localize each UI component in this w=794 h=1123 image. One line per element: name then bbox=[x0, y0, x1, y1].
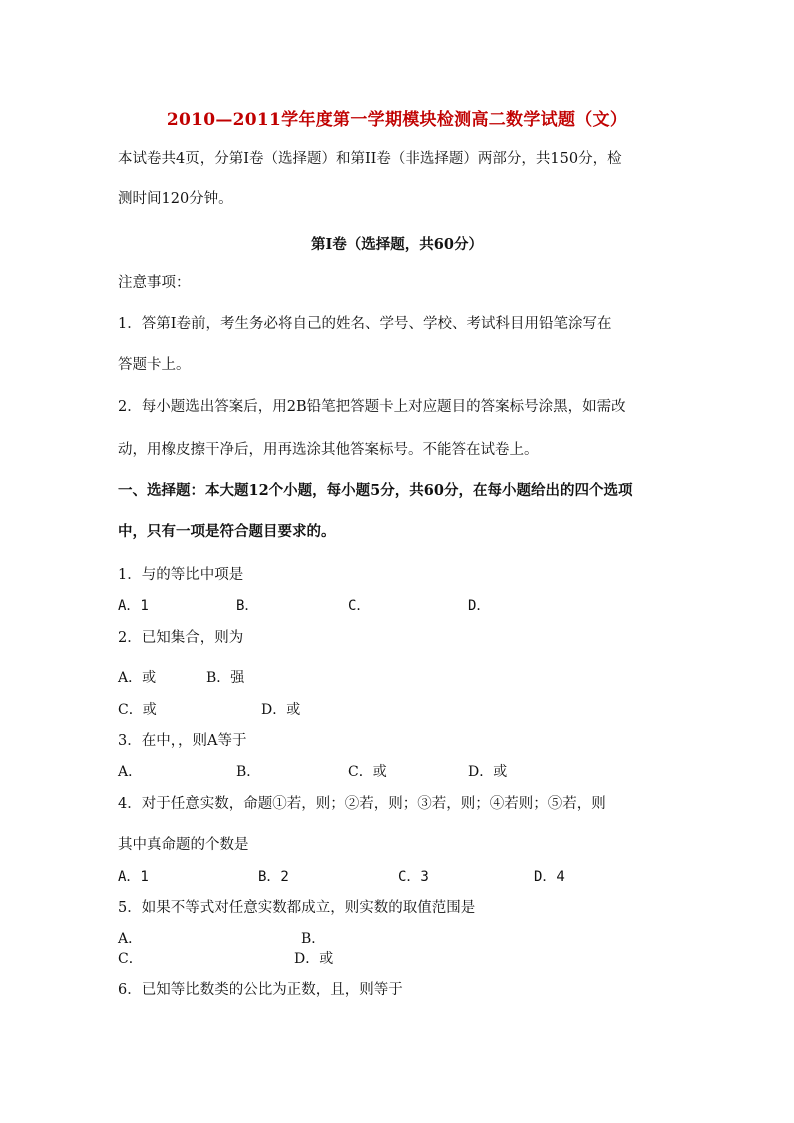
note-1-line-2: 答题卡上。 bbox=[118, 357, 191, 373]
option-a: A． bbox=[118, 764, 143, 780]
option-d: D．或 bbox=[261, 702, 301, 718]
option-b: B． bbox=[236, 764, 261, 780]
option-d: D．或 bbox=[468, 764, 508, 780]
option-a: A．或 bbox=[118, 670, 157, 686]
option-d: D．或 bbox=[294, 951, 334, 967]
question-3-stem: 3．在中，，则A等于 bbox=[118, 733, 247, 749]
option-c: C．或 bbox=[348, 764, 387, 780]
option-c: C．或 bbox=[118, 702, 157, 718]
question-4-options bbox=[118, 867, 678, 887]
note-1-line-1: 1．答第I卷前，考生务必将自己的姓名、学号、学校、考试科目用铅笔涂写在 bbox=[118, 316, 612, 332]
question-1-options bbox=[118, 596, 678, 616]
notes-heading: 注意事项： bbox=[118, 275, 191, 291]
question-2-options-row-2 bbox=[118, 700, 678, 720]
option-b: B．强 bbox=[206, 670, 245, 686]
option-b: B． bbox=[301, 931, 326, 947]
page-title: 2010—2011学年度第一学期模块检测高二数学试题（文） bbox=[166, 110, 628, 130]
section-heading: 第I卷（选择题，共60分） bbox=[311, 236, 483, 253]
question-2-stem: 2．已知集合，则为 bbox=[118, 630, 244, 646]
option-c: C． bbox=[118, 951, 143, 967]
question-5-stem: 5．如果不等式对任意实数都成立，则实数的取值范围是 bbox=[118, 900, 476, 916]
question-5-options-row-1 bbox=[118, 929, 678, 949]
option-c: C．3 bbox=[398, 869, 429, 885]
option-d: D． bbox=[468, 598, 491, 614]
question-5-options-row-2 bbox=[118, 949, 678, 969]
part-1-line-2: 中，只有一项是符合题目要求的。 bbox=[118, 523, 336, 540]
question-4-stem-line-2: 其中真命题的个数是 bbox=[118, 837, 249, 853]
option-b: B． bbox=[236, 598, 259, 614]
intro-line-2: 测时间120分钟。 bbox=[118, 191, 233, 207]
option-c: C． bbox=[348, 598, 371, 614]
intro-line-1: 本试卷共4页，分第I卷（选择题）和第II卷（非选择题）两部分，共150分，检 bbox=[118, 151, 622, 167]
option-a: A． bbox=[118, 931, 143, 947]
question-1-stem: 1．与的等比中项是 bbox=[118, 567, 244, 583]
question-4-stem-line-1: 4．对于任意实数，命题①若，则；②若，则；③若，则；④若则；⑤若，则 bbox=[118, 796, 606, 812]
question-3-options bbox=[118, 762, 678, 782]
note-2-line-2: 动，用橡皮擦干净后，用再选涂其他答案标号。不能答在试卷上。 bbox=[118, 442, 539, 458]
option-b: B．2 bbox=[258, 869, 289, 885]
note-2-line-1: 2．每小题选出答案后，用2B铅笔把答题卡上对应题目的答案标号涂黑，如需改 bbox=[118, 399, 626, 415]
option-a: A．1 bbox=[118, 869, 149, 885]
question-6-stem: 6．已知等比数类的公比为正数，且，则等于 bbox=[118, 982, 403, 998]
question-2-options-row-1 bbox=[118, 668, 678, 688]
option-d: D．4 bbox=[534, 869, 565, 885]
part-1-line-1: 一、选择题：本大题12个小题，每小题5分，共60分，在每小题给出的四个选项 bbox=[118, 482, 633, 499]
option-a: A．1 bbox=[118, 598, 149, 614]
